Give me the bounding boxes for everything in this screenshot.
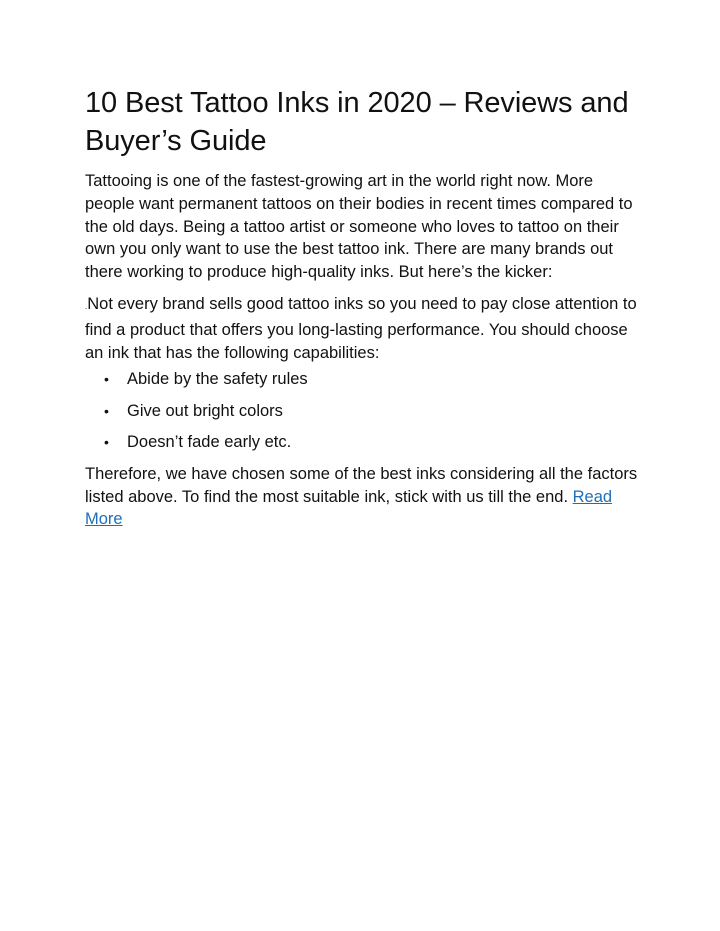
- list-item-text: Give out bright colors: [127, 401, 283, 420]
- list-item-text: Doesn’t fade early etc.: [127, 433, 292, 452]
- second-paragraph: [85, 293, 645, 364]
- bullet-icon: •: [104, 402, 109, 419]
- capabilities-list: [85, 368, 645, 454]
- bullet-icon: •: [104, 434, 109, 451]
- closing-paragraph: [85, 463, 645, 531]
- list-item: [85, 368, 645, 391]
- list-item-text: Abide by the safety rules: [127, 370, 308, 389]
- intro-paragraph: Tattooing is one of the fastest-growing art in the world right now. More people want permanent tattoos on their bodies in recent times compared to the old days. Being a tattoo artist or someone who loves to tattoo on their own you only want to use the best tattoo ink. There are many brands out there working to produce high-quality inks. But here’s the kicker:: [85, 172, 633, 282]
- bullet-icon: •: [104, 371, 109, 388]
- list-item: [85, 431, 645, 454]
- closing-text: Therefore, we have chosen some of the best inks considering all the factors listed above. To find the most suitable ink, stick with us till the end.: [85, 464, 638, 506]
- article: [85, 84, 645, 531]
- read-more-link[interactable]: Read More: [85, 487, 613, 529]
- article-title: 10 Best Tattoo Inks in 2020 – Reviews and Buyer’s Guide: [85, 87, 629, 157]
- lead-dot: .: [85, 301, 88, 311]
- list-item: [85, 400, 645, 423]
- second-paragraph-text: Not every brand sells good tattoo inks so you need to pay close attention to find a product that offers you long-lasting performance. You should choose an ink that has the following capabilities:: [85, 294, 637, 362]
